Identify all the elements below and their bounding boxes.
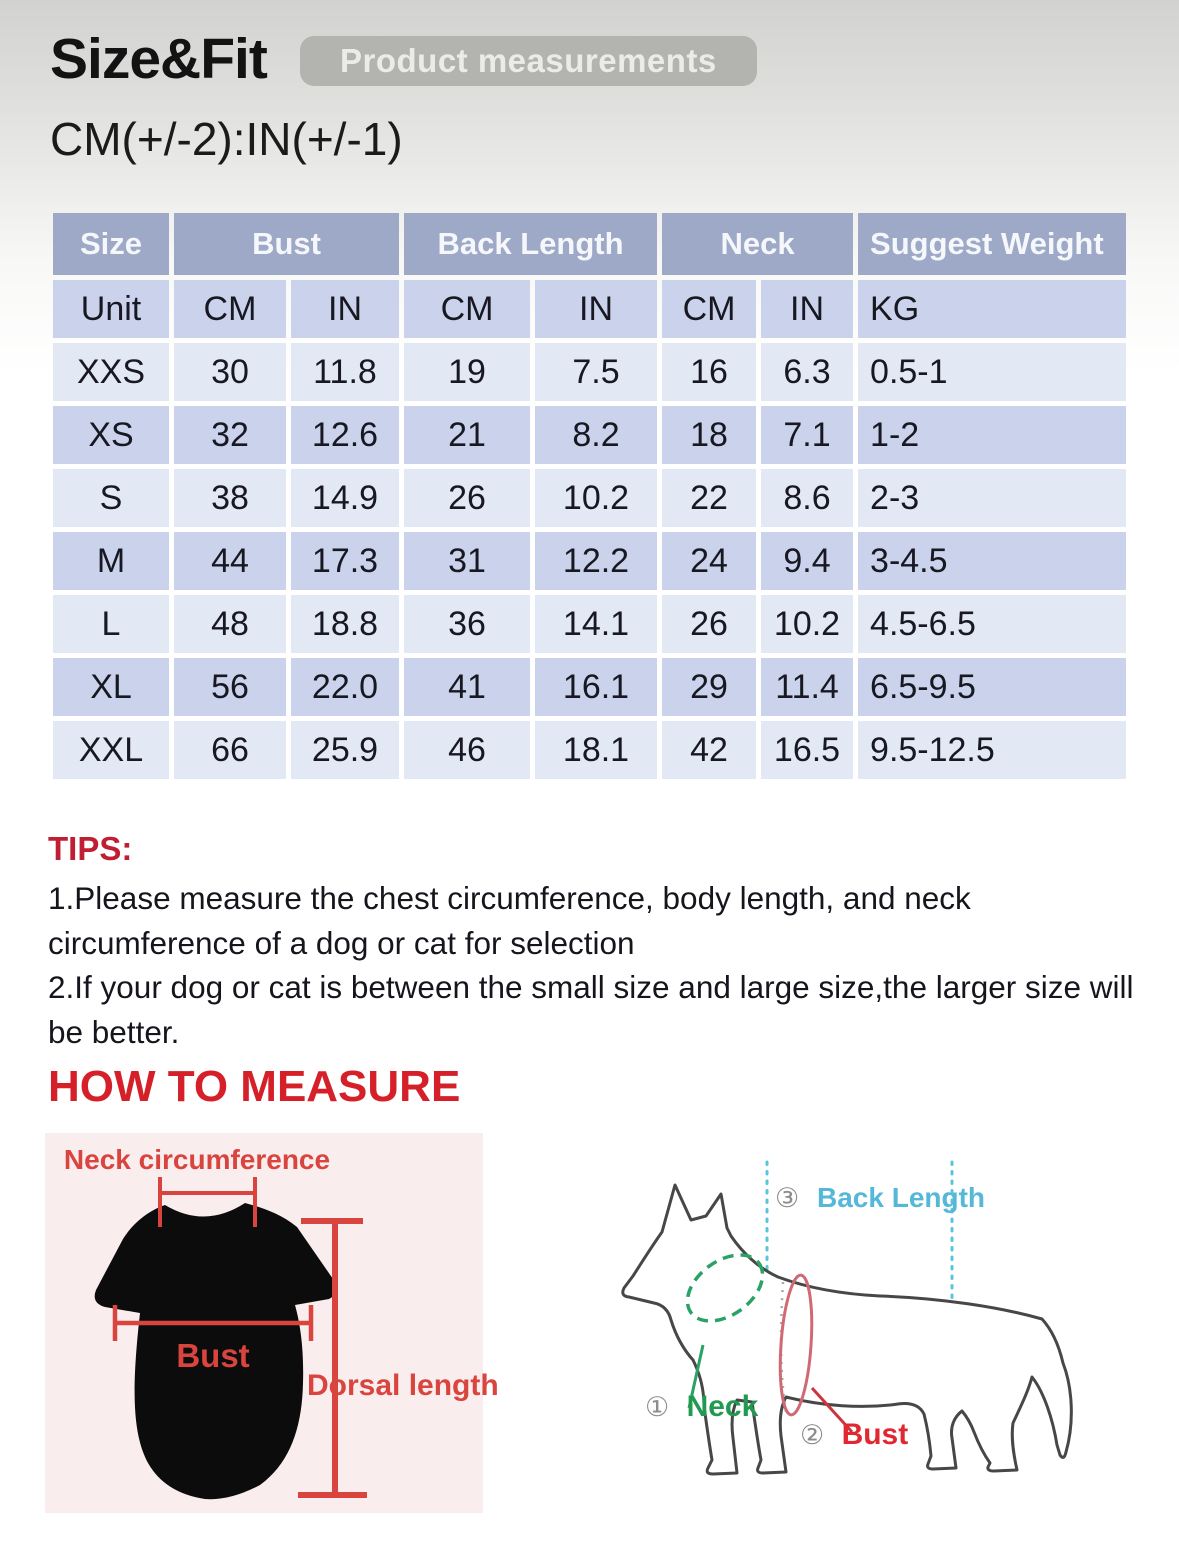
size-cell: 14.9 [291, 469, 399, 527]
bust-label: Bust [176, 1337, 250, 1374]
size-cell: 8.6 [761, 469, 853, 527]
size-cell: XS [53, 406, 169, 464]
size-cell: 16.5 [761, 721, 853, 779]
dog-neck-label: ① Neck [645, 1390, 759, 1423]
size-table-container [48, 208, 1131, 784]
size-cell: 6.5-9.5 [858, 658, 1126, 716]
size-cell: 6.3 [761, 343, 853, 401]
size-cell: 12.6 [291, 406, 399, 464]
column-header-back-length: Back Length [404, 213, 657, 275]
unit-cell: CM [174, 280, 286, 338]
size-row-xxl [53, 721, 1126, 779]
size-cell: 16 [662, 343, 756, 401]
tips-section [48, 830, 1153, 1055]
size-table [48, 208, 1131, 784]
size-cell: 10.2 [761, 595, 853, 653]
size-cell: 22 [662, 469, 756, 527]
size-cell: XL [53, 658, 169, 716]
tips-heading: TIPS: [48, 830, 133, 867]
unit-cell: Unit [53, 280, 169, 338]
size-cell: 11.4 [761, 658, 853, 716]
size-row-m [53, 532, 1126, 590]
size-cell: 18.1 [535, 721, 657, 779]
neck-circumference-label: Neck circumference [63, 1144, 331, 1175]
unit-cell: CM [404, 280, 530, 338]
size-cell: 38 [174, 469, 286, 527]
size-cell: XXS [53, 343, 169, 401]
size-cell: 18.8 [291, 595, 399, 653]
size-row-l [53, 595, 1126, 653]
tip-item-1: 1.Please measure the chest circumference, body length, and neck circumference of a dog or cat for selection [48, 880, 971, 961]
dorsal-length-label: Dorsal length [307, 1369, 499, 1402]
unit-cell: IN [535, 280, 657, 338]
size-cell: 14.1 [535, 595, 657, 653]
dog-measure-diagram [600, 1140, 1160, 1510]
size-row-xl [53, 658, 1126, 716]
size-cell: 3-4.5 [858, 532, 1126, 590]
how-to-measure-heading: HOW TO MEASURE [48, 1062, 461, 1111]
size-cell: 41 [404, 658, 530, 716]
dog-bust-label: ② Bust [800, 1418, 909, 1451]
size-cell: 26 [662, 595, 756, 653]
size-cell: 1-2 [858, 406, 1126, 464]
size-cell: 66 [174, 721, 286, 779]
size-cell: 48 [174, 595, 286, 653]
size-cell: 16.1 [535, 658, 657, 716]
size-cell: 25.9 [291, 721, 399, 779]
tip-item-2: 2.If your dog or cat is between the small size and large size,the larger size will be better. [48, 969, 1134, 1051]
size-cell: 24 [662, 532, 756, 590]
size-cell: S [53, 469, 169, 527]
size-cell: 36 [404, 595, 530, 653]
size-cell: 56 [174, 658, 286, 716]
size-cell: 32 [174, 406, 286, 464]
column-header-neck: Neck [662, 213, 853, 275]
size-cell: 21 [404, 406, 530, 464]
size-table-header-row [53, 213, 1126, 275]
size-row-xxs [53, 343, 1126, 401]
size-cell: 12.2 [535, 532, 657, 590]
product-measurements-badge: Product measurements [300, 36, 757, 86]
size-cell: 0.5-1 [858, 343, 1126, 401]
size-row-s [53, 469, 1126, 527]
unit-cell: CM [662, 280, 756, 338]
size-cell: 22.0 [291, 658, 399, 716]
size-cell: 30 [174, 343, 286, 401]
size-cell: 7.5 [535, 343, 657, 401]
size-row-xs [53, 406, 1126, 464]
size-cell: 8.2 [535, 406, 657, 464]
size-cell: 42 [662, 721, 756, 779]
size-cell: 17.3 [291, 532, 399, 590]
size-cell: 19 [404, 343, 530, 401]
size-cell: 18 [662, 406, 756, 464]
size-cell: 2-3 [858, 469, 1126, 527]
size-cell: 9.4 [761, 532, 853, 590]
size-cell: 11.8 [291, 343, 399, 401]
size-cell: 10.2 [535, 469, 657, 527]
unit-cell: KG [858, 280, 1126, 338]
column-header-suggest-weight: Suggest Weight [858, 213, 1126, 275]
size-cell: 9.5-12.5 [858, 721, 1126, 779]
size-cell: M [53, 532, 169, 590]
size-cell: 29 [662, 658, 756, 716]
size-cell: XXL [53, 721, 169, 779]
page-title: Size&Fit [50, 27, 267, 91]
unit-cell: IN [291, 280, 399, 338]
size-cell: 44 [174, 532, 286, 590]
size-cell: L [53, 595, 169, 653]
size-cell: 4.5-6.5 [858, 595, 1126, 653]
size-cell: 31 [404, 532, 530, 590]
dog-back-length-label: ③ Back Length [775, 1182, 986, 1213]
unit-cell: IN [761, 280, 853, 338]
shirt-measure-diagram [45, 1133, 499, 1513]
size-cell: 46 [404, 721, 530, 779]
size-cell: 7.1 [761, 406, 853, 464]
unit-row [53, 280, 1126, 338]
tolerance-note: CM(+/-2):IN(+/-1) [50, 113, 403, 165]
column-header-size: Size [53, 213, 169, 275]
column-header-bust: Bust [174, 213, 399, 275]
size-cell: 26 [404, 469, 530, 527]
